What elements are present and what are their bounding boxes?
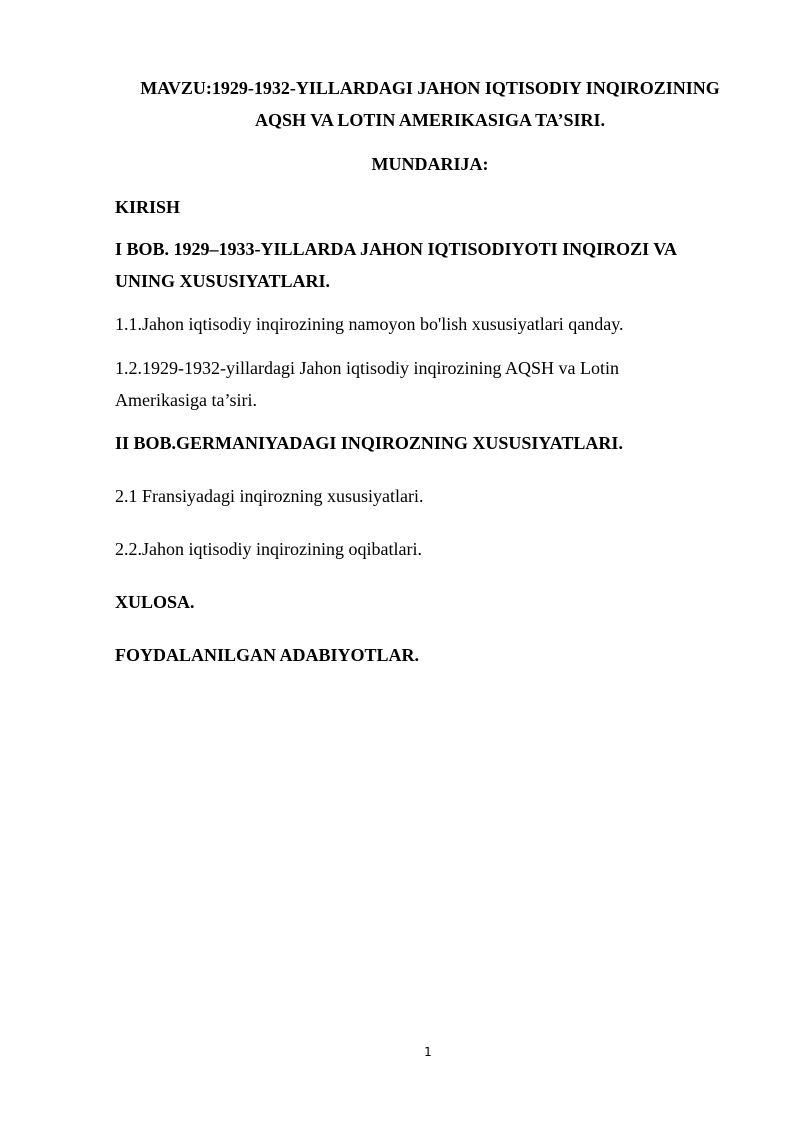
toc-section-2-2: 2.2.Jahon iqtisodiy inqirozining oqibatlari. [115,539,422,559]
document-title-line-2: AQSH VA LOTIN AMERIKASIGA TA’SIRI. [255,110,605,130]
document-title-line-1: MAVZU:1929-1932-YILLARDAGI JAHON IQTISODIY INQIROZINING [140,78,720,98]
toc-chapter-1-line-1: I BOB. 1929–1933-YILLARDA JAHON IQTISODIYOTI INQIROZI VA [115,239,677,259]
toc-intro: KIRISH [115,197,181,217]
toc-section-2-1: 2.1 Fransiyadagi inqirozning xususiyatlari. [115,486,424,506]
toc-section-1-2-line-1: 1.2.1929-1932-yillardagi Jahon iqtisodiy inqirozining AQSH va Lotin [115,358,619,378]
contents-heading: MUNDARIJA: [371,154,489,174]
toc-references: FOYDALANILGAN ADABIYOTLAR. [115,645,420,665]
page-number: 1 [424,1045,432,1059]
toc-section-1-1: 1.1.Jahon iqtisodiy inqirozining namoyon bo'lish xususiyatlari qanday. [115,314,624,334]
toc-conclusion: XULOSA. [115,592,195,612]
toc-chapter-1-line-2: UNING XUSUSIYATLARI. [115,271,331,291]
toc-chapter-2: II BOB.GERMANIYADAGI INQIROZNING XUSUSIYATLARI. [115,433,623,453]
toc-section-1-2-line-2: Amerikasiga ta’siri. [115,390,257,410]
